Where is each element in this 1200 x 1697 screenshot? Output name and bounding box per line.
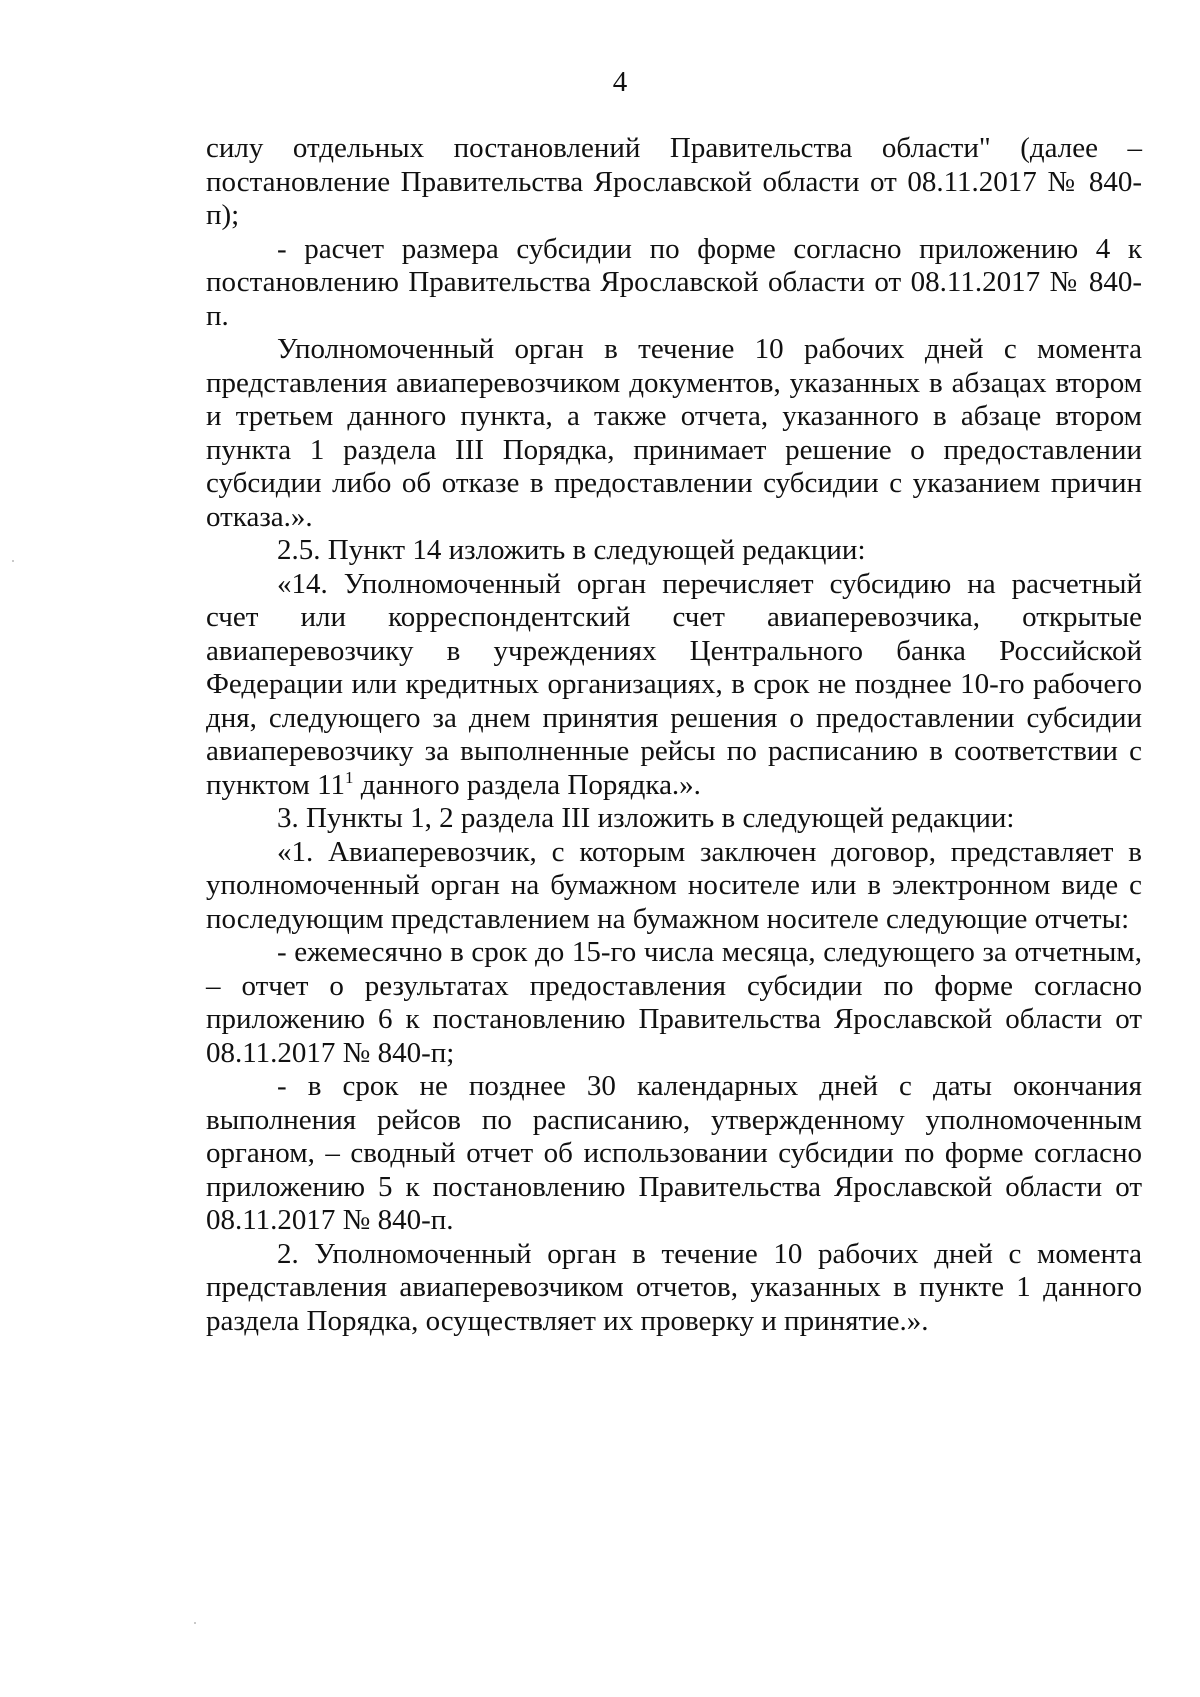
paragraph-report-verification: 2. Уполномоченный орган в течение 10 рабочих дней с момента представления авиаперевозчиком отчетов, указанных в пункте 1 данного раздела Порядка, осуществляет их проверку и принятие.». <box>206 1237 1142 1337</box>
clause-14-text: «14. Уполномоченный орган перечисляет субсидию на расчетный счет или корреспондентский счет авиаперевозчика, открытые авиаперевозчику в учреждениях Центрального банка Российской Федерации или кредитных организациях, в срок не позднее 10-го рабочего дня, следующего за днем принятия решения о предоставлении субсидии авиаперевозчику за выполненные рейсы по расписанию в соответствии с пунктом 11 <box>206 567 1142 801</box>
clause-14-text-end: данного раздела Порядка.». <box>353 768 701 801</box>
document-body <box>206 132 1142 1338</box>
paragraph-clause-3: 3. Пункты 1, 2 раздела III изложить в следующей редакции: <box>277 802 1015 834</box>
superscript: 1 <box>345 767 354 787</box>
paragraph-monthly-report: - ежемесячно в срок до 15-го числа месяца, следующего за отчетным, – отчет о результатах предоставления субсидии по форме согласно приложению 6 к постановлению Правительства Ярославской области от 08.11.2017 № 840-п; <box>206 936 1142 1069</box>
scan-speck <box>194 1622 196 1624</box>
paragraph-subsidy-calculation: - расчет размера субсидии по форме согласно приложению 4 к постановлению Правительства Ярославской области от 08.11.2017 № 840-п. <box>206 232 1142 332</box>
paragraph-clause-2-5: 2.5. Пункт 14 изложить в следующей редакции: <box>277 534 866 566</box>
scan-speck <box>12 560 14 562</box>
paragraph-reports-intro: «1. Авиаперевозчик, с которым заключен договор, представляет в уполномоченный орган на бумажном носителе или в электронном виде с последующим представлением на бумажном носителе следующие отчеты: <box>206 835 1142 935</box>
paragraph-authorized-body-decision: Уполномоченный орган в течение 10 рабочих дней с момента представления авиаперевозчиком документов, указанных в абзацах втором и третьем данного пункта, а также отчета, указанного в абзаце втором пункта 1 раздела III Порядка, принимает решение о предоставлении субсидии либо об отказе в предоставлении субсидии с указанием причин отказа.». <box>206 333 1142 533</box>
paragraph-continuation: силу отдельных постановлений Правительства области" (далее – постановление Правительства Ярославской области от 08.11.2017 № 840-п); <box>206 132 1142 231</box>
page-number: 4 <box>612 66 628 98</box>
paragraph-summary-report: - в срок не позднее 30 календарных дней с даты окончания выполнения рейсов по расписанию, утвержденному уполномоченным органом, – сводный отчет об использовании субсидии по форме согласно приложению 5 к постановлению Правительства Ярославской области от 08.11.2017 № 840-п. <box>206 1070 1142 1236</box>
paragraph-clause-14 <box>206 568 1142 803</box>
